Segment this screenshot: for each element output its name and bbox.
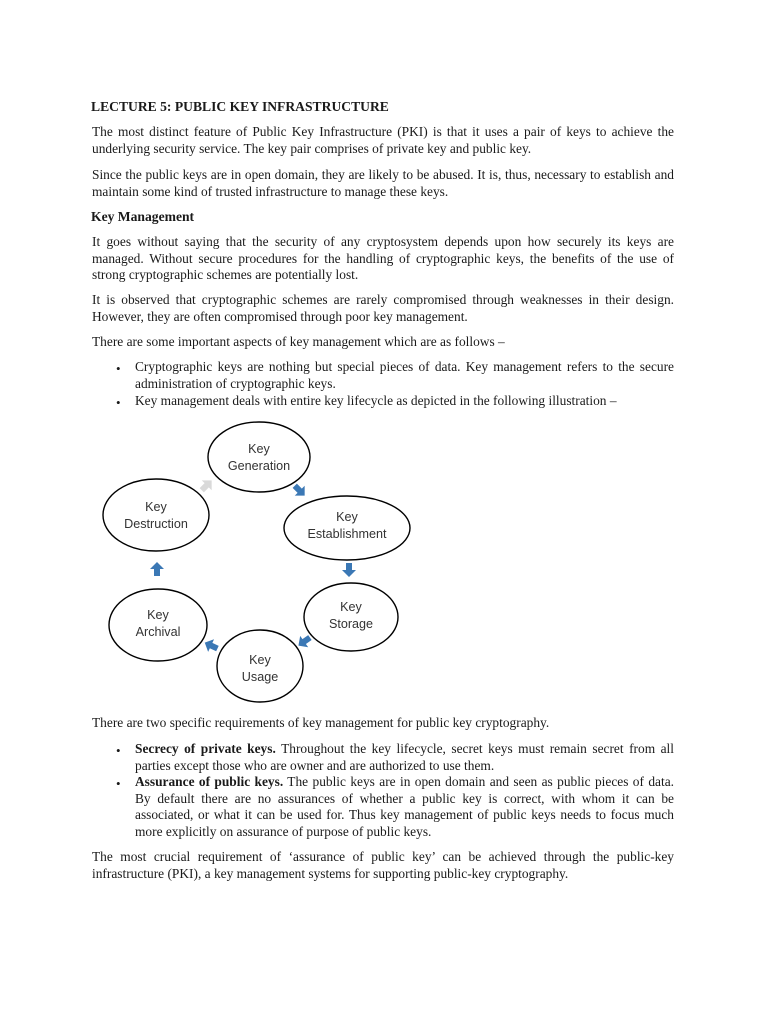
arrow-usage-to-archival-icon <box>202 636 221 655</box>
requirement-item-2 <box>135 774 674 840</box>
storage-label-line-1: Key <box>340 600 362 614</box>
generation-label-line-1: Key <box>248 442 270 456</box>
archival-label-line-1: Key <box>147 608 169 622</box>
key-management-paragraph-2: It is observed that cryptographic schemes are rarely compromised through weaknesses in their design. However, they are often compromised through poor key management. <box>92 292 674 324</box>
requirement-item-1 <box>135 741 674 774</box>
key-generation-node <box>208 422 310 492</box>
usage-label-line-2: Usage <box>241 670 279 684</box>
key-management-paragraph-1: It goes without saying that the security of any cryptosystem depends upon how securely its keys are managed. Without secure procedures for the handling of cryptographic keys, the benefits of the use of strong cryptographic schemes are potentially lost. <box>92 234 674 282</box>
destruction-label-line-1: Key <box>145 500 167 514</box>
bullet-icon: • <box>116 776 121 791</box>
intro-paragraph-1: The most distinct feature of Public Key Infrastructure (PKI) is that it uses a pair of keys to achieve the underlying security service. The key pair comprises of private key and public key. <box>92 124 674 156</box>
aspect-bullet-2: Key management deals with entire key lifecycle as depicted in the following illustration – <box>135 393 617 408</box>
archival-label-line-2: Archival <box>135 625 181 639</box>
arrow-archival-to-destruction-icon <box>150 562 164 576</box>
establishment-label-line-2: Establishment <box>307 527 387 541</box>
arrow-destruction-to-generation-icon <box>197 475 217 495</box>
arrow-establishment-to-storage-icon <box>342 563 356 577</box>
requirement-label-1: Secrecy of private keys. <box>135 741 276 756</box>
usage-label-line-1: Key <box>249 653 271 667</box>
bullet-icon: • <box>116 395 121 410</box>
aspect-bullet-1: Cryptographic keys are nothing but special pieces of data. Key management refers to the secure administration of cryptographic keys. <box>135 359 674 391</box>
destruction-label-line-2: Destruction <box>124 517 188 531</box>
establishment-label-line-1: Key <box>336 510 358 524</box>
key-destruction-node <box>103 479 209 551</box>
page-title: LECTURE 5: PUBLIC KEY INFRASTRUCTURE <box>91 99 389 114</box>
storage-label-line-2: Storage <box>328 617 374 631</box>
key-management-paragraph-3: There are some important aspects of key management which are as follows – <box>92 334 505 349</box>
bullet-icon: • <box>116 743 121 758</box>
requirement-text-1: Throughout the key lifecycle, secret keys must remain secret from all parties except those who are owner and are authorized to use them. <box>135 741 674 773</box>
bullet-icon: • <box>116 361 121 376</box>
requirement-label-2: Assurance of public keys. <box>135 774 284 789</box>
intro-paragraph-2: Since the public keys are in open domain, they are likely to be abused. It is, thus, necessary to establish and maintain some kind of trusted infrastructure to manage these keys. <box>92 167 674 199</box>
requirement-text-2: The public keys are in open domain and seen as public pieces of data. By default there are no assurances of whether a public key is correct, with whom it can be associated, or what it can be used for. Thus key management of public keys needs to focus much more explicitly on assurance of purpose of public keys. <box>135 774 674 839</box>
section-heading-key-management: Key Management <box>91 209 195 224</box>
requirements-intro: There are two specific requirements of key management for public key cryptography. <box>92 715 550 730</box>
generation-label-line-2: Generation <box>227 459 291 473</box>
closing-paragraph: The most crucial requirement of ‘assurance of public key’ can be achieved through the public-key infrastructure (PKI), a key management systems for supporting public-key cryptography. <box>92 849 674 881</box>
